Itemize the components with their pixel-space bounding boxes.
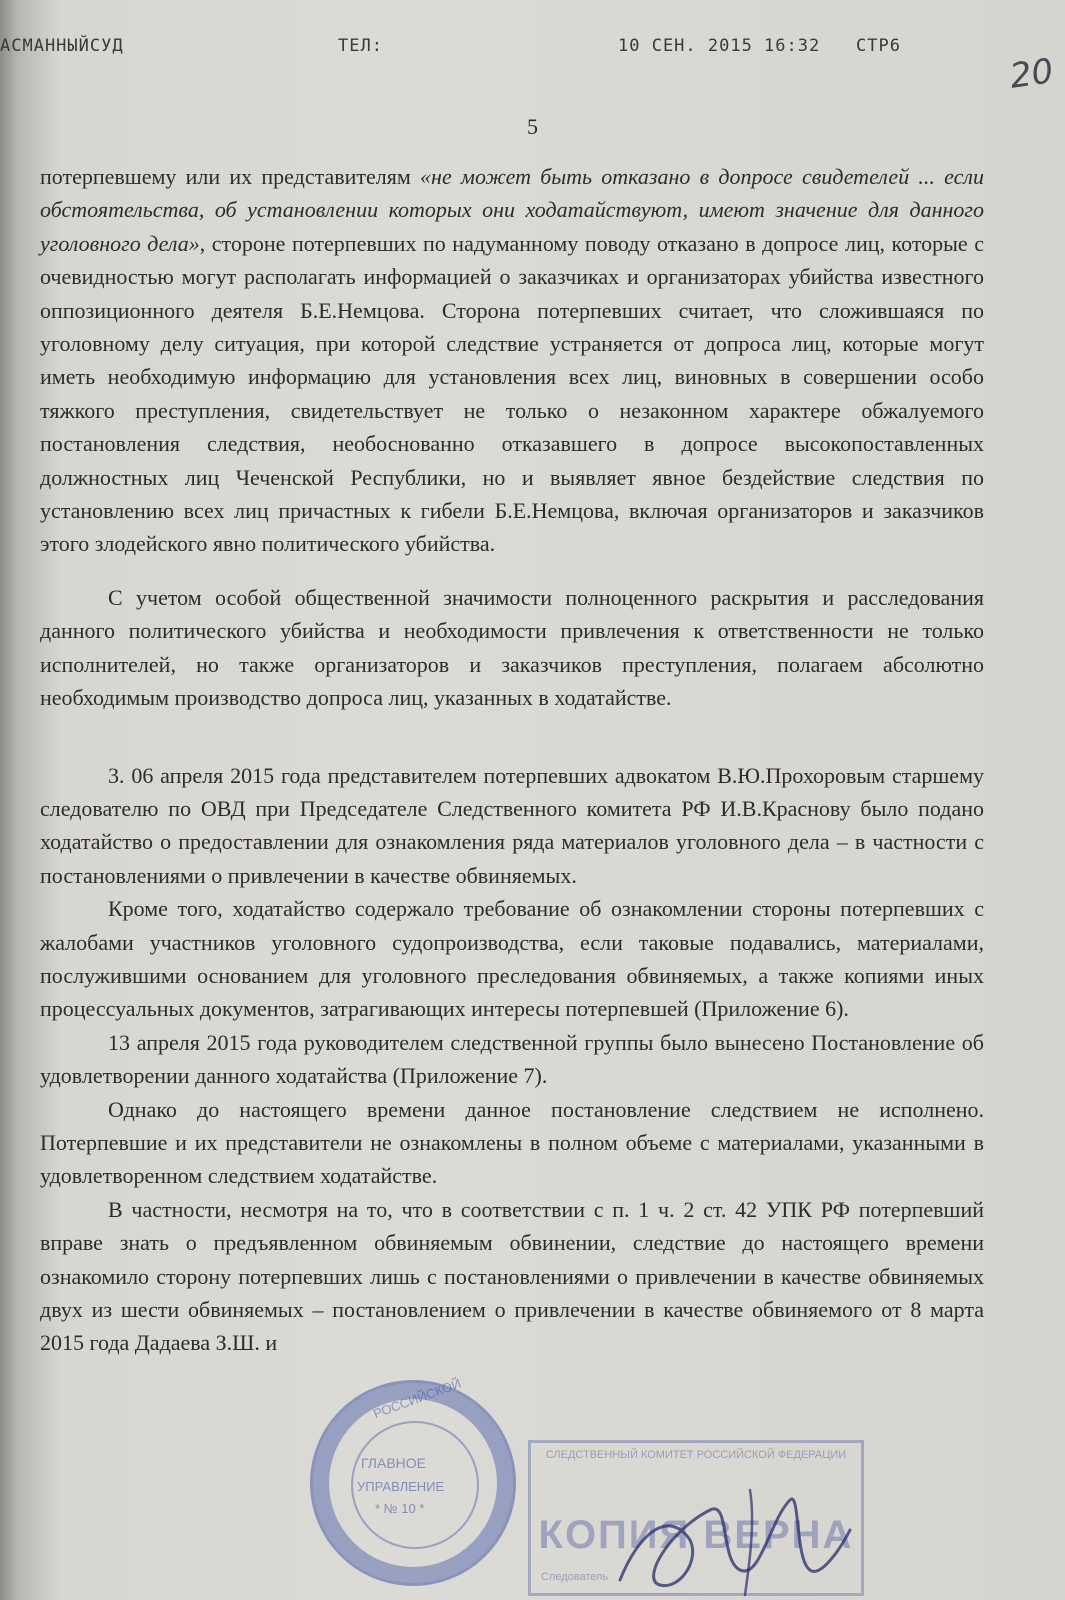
- paragraph-1-quote: «не может быть отказано в допросе свидетелей ... если обстоятельства, об установлении которых они ходатайствуют, имеют значение для данного уголовного дела»: [40, 164, 984, 256]
- seal-line-2: УПРАВЛЕНИЕ: [357, 1479, 445, 1494]
- copy-stamp-text: КОПИЯ ВЕРНА: [538, 1513, 854, 1557]
- fax-tel-label: ТЕЛ:: [338, 36, 383, 56]
- fax-sender: АСМАННЫЙСУД: [0, 36, 124, 56]
- fax-header: [0, 36, 1065, 58]
- signature: [600, 1470, 860, 1600]
- seal-arc-text: РОССИЙСКОЙ: [371, 1375, 464, 1422]
- fax-page-number: СТР6: [856, 36, 901, 56]
- paragraph-1-rest: , стороне потерпевших по надуманному поводу отказано в допросе лиц, которые с очевидностью могут располагать информацией о заказчиках и организаторах убийства известного оппозиционного деятеля Б.Е.Немцова. Сторона потерпевших считает, что сложившаяся по уголовному делу ситуация, при которой следствие устраняется от допроса лиц, которые могут иметь необходимую информацию для установления всех лиц, виновных в совершении особо тяжкого преступления, свидетельствует не только о незаконном характере обжалуемого постановления следствия, необоснованно отказавшего в допросе высокопоставленных должностных лиц Чеченской Республики, но и выявляет явное бездействие следствия по установлению всех лиц причастных к гибели Б.Е.Немцова, включая организаторов и заказчиков этого злодейского явно политического убийства.: [40, 230, 984, 557]
- paragraph-5: 13 апреля 2015 года руководителем следственной группы было вынесено Постановление об удовлетворении данного ходатайства (Приложение 7).: [40, 1029, 984, 1089]
- paragraph-6: Однако до настоящего времени данное постановление следствием не исполнено. Потерпевшие и их представители не ознакомлены в полном объеме с материалами, указанными в удовлетворенном следствием ходатайстве.: [40, 1096, 984, 1189]
- paragraph-1: [40, 160, 984, 561]
- paragraph-2: С учетом особой общественной значимости полноценного раскрытия и расследования данного политического убийства и необходимости привлечения к ответственности не только исполнителей, но также организаторов и заказчиков преступления, полагаем абсолютно необходимым производство допроса лиц, указанных в ходатайстве.: [40, 584, 984, 711]
- page-number: 5: [527, 114, 538, 139]
- round-seal-stamp: [310, 1375, 516, 1586]
- copy-stamp-header: СЛЕДСТВЕННЫЙ КОМИТЕТ РОССИЙСКОЙ ФЕДЕРАЦИИ: [545, 1449, 847, 1461]
- paragraph-3: 3. 06 апреля 2015 года представителем потерпевших адвокатом В.Ю.Прохоровым старшему следователю по ОВД при Председателе Следственного комитета РФ И.В.Краснову было подано ходатайство о предоставлении для ознакомления ряда материалов уголовного дела – в частности с постановлениями о привлечении в качестве обвиняемых.: [40, 762, 984, 888]
- paragraph-1-lead: потерпевшему или их представителям: [40, 164, 421, 189]
- paragraph-7: В частности, несмотря на то, что в соответствии с п. 1 ч. 2 ст. 42 УПК РФ потерпевший вправе знать о предъявленном обвиняемым обвинении, следствие до настоящего времени ознакомило сторону потерпевших лишь с постановлениями о привлечении в качестве обвиняемых двух из шести обвиняемых – постановлением о привлечении в качестве обвиняемого от 8 марта 2015 года Дадаева З.Ш. и: [40, 1196, 984, 1356]
- seal-line-3: * № 10 *: [375, 1501, 425, 1516]
- handwritten-page-number: 20: [1007, 51, 1056, 97]
- copy-stamp-footer: Следователь: [541, 1571, 609, 1583]
- fax-datetime: 10 СЕН. 2015 16:32: [618, 36, 821, 56]
- seal-line-1: ГЛАВНОЕ: [361, 1455, 426, 1471]
- document-body: [40, 160, 984, 1360]
- paragraph-4: Кроме того, ходатайство содержало требование об ознакомлении стороны потерпевших с жалобами участников уголовного судопроизводства, если таковые подавались, материалами, послужившими основанием для уголовного преследования обвиняемых, а также копиями иных процессуальных документов, затрагивающих интересы потерпевшей (Приложение 6).: [40, 896, 984, 1022]
